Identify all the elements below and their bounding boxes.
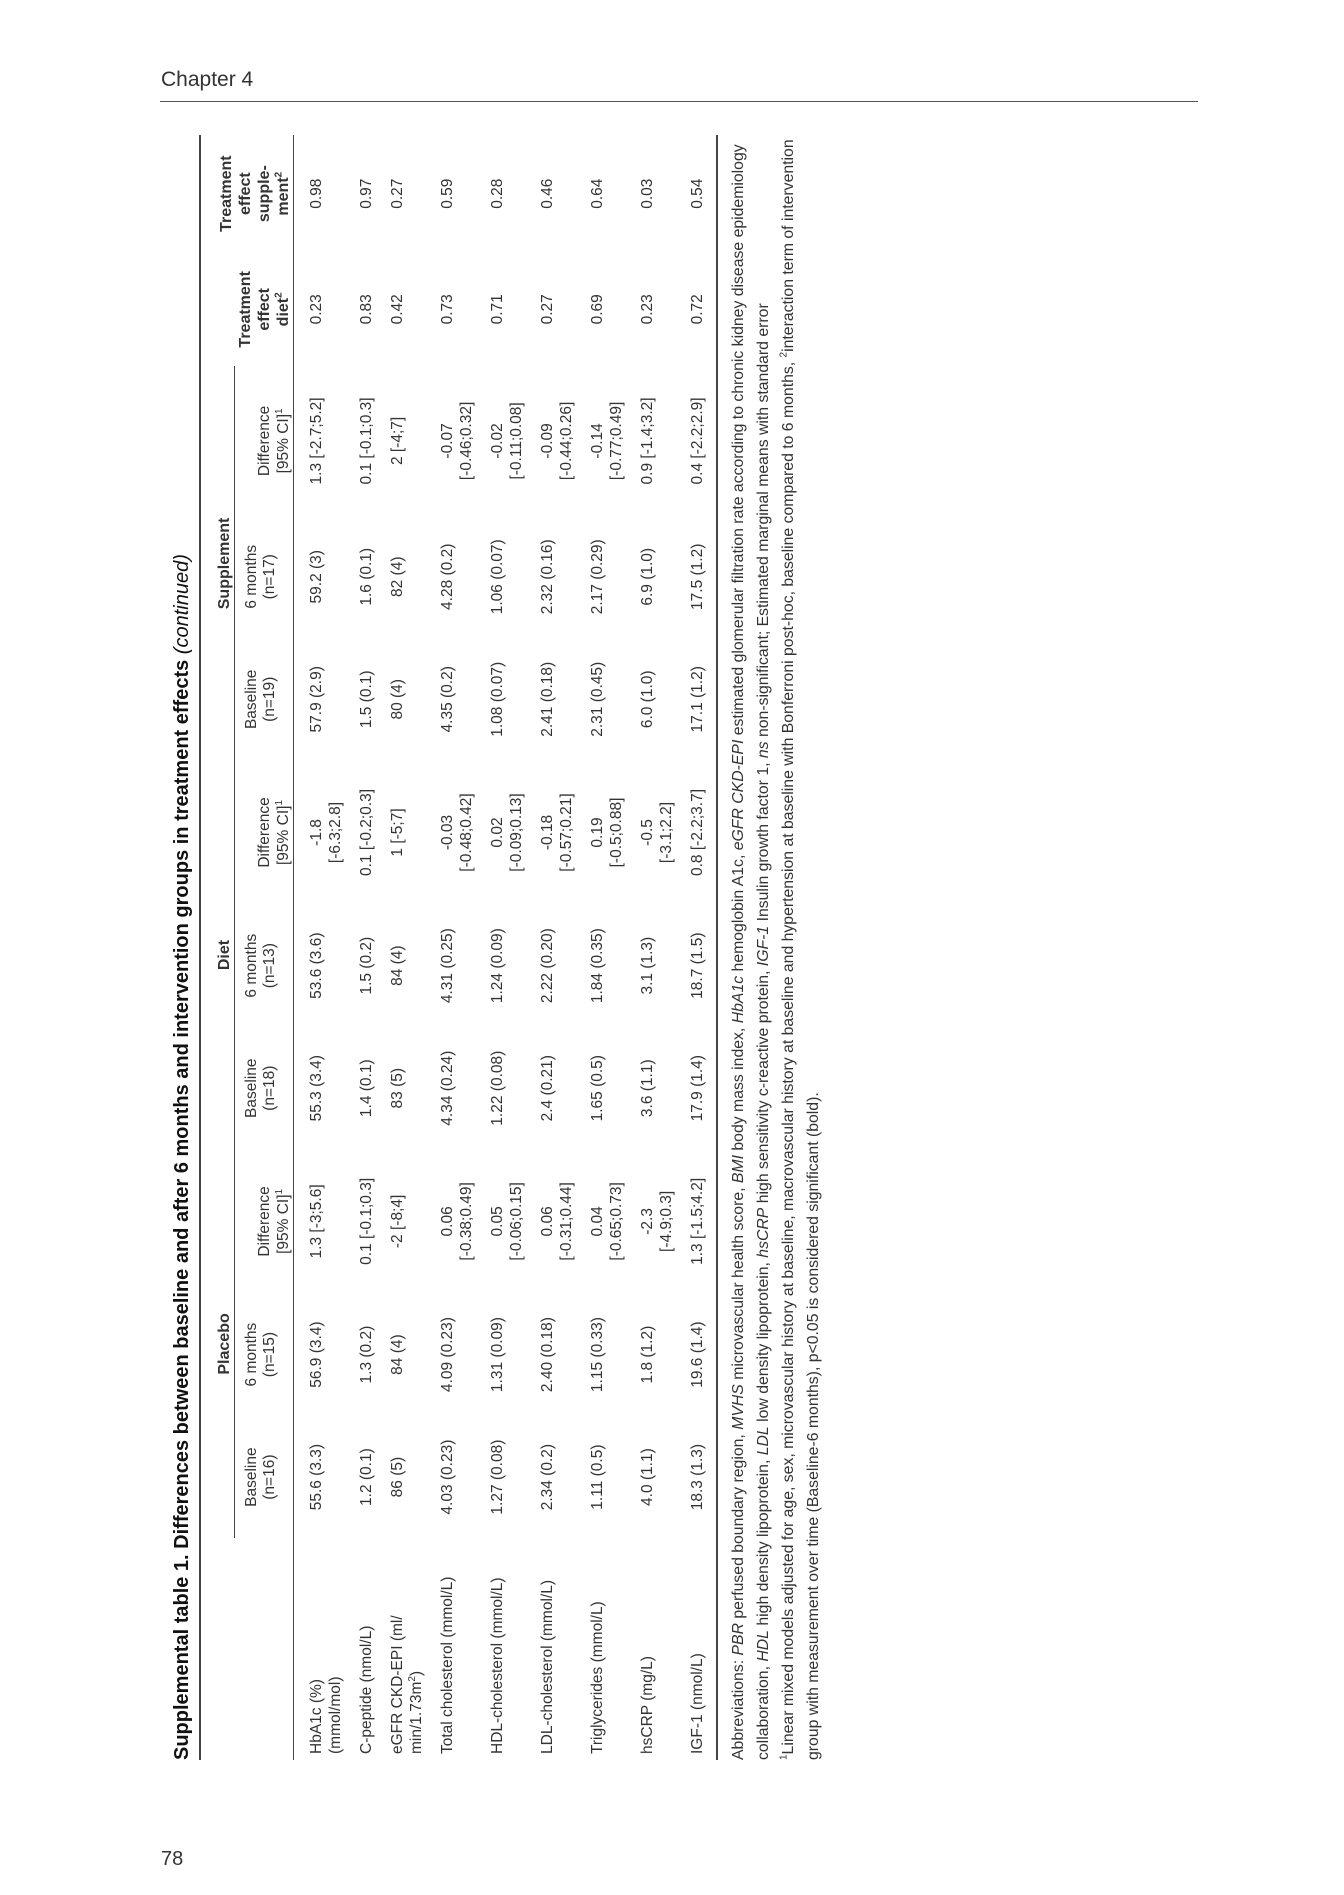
abbreviation-text: low density lipoprotein, xyxy=(755,1257,772,1427)
row-label-line1: Total cholesterol (mmol/L) xyxy=(439,1576,456,1754)
cell-ed: 0.27 xyxy=(539,294,556,325)
difference-estimate: 0.1 [-0.2;0.3] xyxy=(358,788,375,876)
diet-baseline-header: Baseline xyxy=(243,1058,260,1118)
cell-pb: 2.34 (0.2) xyxy=(539,1443,556,1511)
cell-ed: 0.42 xyxy=(389,294,406,325)
cell-s6: 82 (4) xyxy=(389,556,406,598)
corner-cell xyxy=(204,1538,235,1760)
cell-d6: 3.1 (1.3) xyxy=(639,936,656,995)
cell-d6: 1.84 (0.35) xyxy=(589,928,606,1004)
placebo-6m-header: 6 months xyxy=(243,1322,260,1387)
cell-ed: 0.23 xyxy=(308,294,325,325)
cell-db: 1.4 (0.1) xyxy=(358,1059,375,1118)
cell-es: 0.64 xyxy=(589,178,606,209)
cell-difference xyxy=(385,1149,435,1293)
diet-diff-sup: 1 xyxy=(273,799,285,806)
n-placebo-baseline: (n=16) xyxy=(261,1454,278,1500)
difference-estimate: 0.19 xyxy=(589,817,606,848)
cell-difference xyxy=(585,1149,635,1293)
difference-estimate: -1.8 xyxy=(308,819,325,846)
cell-difference xyxy=(485,761,535,905)
difference-ci: [-0.77;0.49] xyxy=(608,401,625,481)
table-notes xyxy=(726,135,826,1760)
footnote1-text: Linear mixed models adjusted for age, sex, microvascular history at baseline, macrovascular history at baseline and hypertension at baseline with Bonferroni post-hoc, baseline compared to 6 months, xyxy=(780,357,797,1755)
cell-ed: 0.72 xyxy=(689,294,706,325)
cell-p6: 19.6 (1.4) xyxy=(689,1321,706,1388)
group-supplement: Supplement xyxy=(204,366,235,760)
difference-estimate: -0.02 xyxy=(489,423,506,459)
cell-sb: 1.08 (0.07) xyxy=(489,661,506,737)
difference-ci: [-0.38;0.49] xyxy=(458,1182,475,1261)
row-label xyxy=(635,1538,685,1760)
cell-sb: 6.0 (1.0) xyxy=(639,670,656,729)
cell-es: 0.27 xyxy=(389,178,406,209)
cell-p6: 84 (4) xyxy=(389,1334,406,1375)
abbreviation-text: non-significant; Estimated marginal means with standard error xyxy=(755,303,772,742)
header-rule xyxy=(160,101,1198,102)
difference-ci: [-3.1;2.2] xyxy=(658,801,675,864)
abbreviation-term: hsCRP xyxy=(755,1207,772,1258)
effect-supp-line1: Treatment xyxy=(218,155,235,232)
cell-difference xyxy=(435,366,485,515)
row-label-line1: LDL-cholesterol (mmol/L) xyxy=(539,1580,556,1754)
cell-difference xyxy=(635,1149,685,1293)
cell-d6: 1.24 (0.09) xyxy=(489,928,506,1004)
table-title-continued: (continued) xyxy=(171,554,193,655)
supp-diff-sup: 1 xyxy=(273,408,285,414)
cell-p6: 1.3 (0.2) xyxy=(358,1325,375,1384)
difference-estimate: -0.03 xyxy=(439,814,456,851)
cell-pb: 4.03 (0.23) xyxy=(439,1439,456,1515)
abbreviation-term: ns xyxy=(755,741,772,759)
chapter-header: Chapter 4 xyxy=(161,68,254,91)
row-label-line1: IGF-1 (nmol/L) xyxy=(689,1653,706,1754)
supp-diff-line2: [95% CI] xyxy=(275,413,292,474)
cell-difference xyxy=(685,366,717,515)
cell-ed: 0.71 xyxy=(489,294,506,325)
abbreviation-text: body mass index, xyxy=(730,1023,747,1155)
difference-estimate: 1.3 [-1.5;4.2] xyxy=(689,1177,706,1265)
cell-s6: 2.17 (0.29) xyxy=(589,539,606,615)
abbreviation-term: BMI xyxy=(730,1155,747,1184)
header-effect-supplement xyxy=(204,135,294,252)
cell-es: 0.03 xyxy=(639,178,656,209)
cell-difference xyxy=(635,761,685,905)
difference-estimate: -2 [-8;4] xyxy=(389,1194,406,1249)
cell-db: 55.3 (3.4) xyxy=(308,1055,325,1122)
cell-pb: 1.2 (0.1) xyxy=(358,1448,375,1506)
supp-baseline-header: Baseline xyxy=(243,669,260,730)
cell-es: 0.46 xyxy=(539,178,556,209)
n-supp-baseline: (n=19) xyxy=(261,676,278,722)
diet-diff-header xyxy=(235,761,294,905)
cell-difference xyxy=(354,761,385,905)
n-placebo-6m: (n=15) xyxy=(261,1331,278,1378)
cell-p6: 4.09 (0.23) xyxy=(439,1317,456,1393)
cell-es: 0.59 xyxy=(439,178,456,209)
placebo-diff-header xyxy=(235,1149,294,1293)
cell-db: 1.65 (0.5) xyxy=(589,1055,606,1122)
difference-estimate: -0.14 xyxy=(589,423,606,459)
cell-pb: 18.3 (1.3) xyxy=(689,1443,706,1511)
cell-difference xyxy=(585,366,635,515)
table-row xyxy=(685,135,717,1760)
difference-estimate: 0.02 xyxy=(489,817,506,848)
cell-difference xyxy=(385,366,435,515)
cell-difference xyxy=(485,1149,535,1293)
effect-diet-line3: diet xyxy=(275,297,292,327)
effect-diet-sup: 2 xyxy=(273,292,285,298)
row-label xyxy=(385,1538,435,1760)
difference-estimate: 0.8 [-2.2;3.7] xyxy=(689,788,706,876)
difference-ci: [-0.31;0.44] xyxy=(558,1182,575,1261)
row-label-sup: 2 xyxy=(406,1676,418,1682)
cell-db: 83 (5) xyxy=(389,1067,406,1109)
cell-db: 3.6 (1.1) xyxy=(639,1059,656,1118)
placebo-diff-line2: [95% CI] xyxy=(275,1194,292,1254)
cell-sb: 2.41 (0.18) xyxy=(539,661,556,737)
cell-p6: 1.31 (0.09) xyxy=(489,1317,506,1393)
cell-d6: 84 (4) xyxy=(389,945,406,986)
cell-difference xyxy=(304,1149,354,1293)
table-row xyxy=(585,135,635,1760)
cell-pb: 1.11 (0.5) xyxy=(589,1444,606,1510)
abbreviation-text: Abbreviations: xyxy=(730,1655,747,1760)
footnote1-marker: 1 xyxy=(778,1754,790,1760)
cell-p6: 1.15 (0.33) xyxy=(589,1317,606,1393)
cell-difference xyxy=(635,366,685,515)
difference-ci: [-0.44;0.26] xyxy=(558,401,575,481)
difference-estimate: 0.4 [-2.2;2.9] xyxy=(689,397,706,485)
row-label-line2: min/1.73m xyxy=(408,1681,425,1754)
cell-ed: 0.69 xyxy=(589,294,606,325)
cell-difference xyxy=(685,1149,717,1293)
table-title xyxy=(170,135,194,1760)
cell-sb: 1.5 (0.1) xyxy=(358,670,375,729)
diet-diff-line2: [95% CI] xyxy=(275,805,292,865)
difference-estimate: 0.04 xyxy=(589,1206,606,1237)
row-label-line2: (mmol/mol) xyxy=(327,1676,344,1754)
cell-es: 0.97 xyxy=(358,178,375,209)
cell-pb: 86 (5) xyxy=(389,1456,406,1498)
row-label xyxy=(685,1538,717,1760)
row-label-line1: eGFR CKD-EPI (ml/ xyxy=(389,1615,406,1754)
difference-ci: [-0.57;0.21] xyxy=(558,793,575,872)
cell-difference xyxy=(354,366,385,515)
group-placebo: Placebo xyxy=(204,1149,235,1538)
cell-ed: 0.83 xyxy=(358,294,375,325)
difference-estimate: 0.05 xyxy=(489,1206,506,1237)
cell-difference xyxy=(354,1149,385,1293)
difference-estimate: 0.06 xyxy=(439,1206,456,1237)
cell-s6: 17.5 (1.2) xyxy=(689,543,706,610)
table-header xyxy=(200,135,304,1760)
difference-ci: [-0.65;0.73] xyxy=(608,1182,625,1261)
cell-s6: 4.28 (0.2) xyxy=(439,543,456,610)
table-body xyxy=(304,135,717,1760)
difference-estimate: -2.3 xyxy=(639,1208,656,1235)
difference-estimate: 0.1 [-0.1;0.3] xyxy=(358,397,375,485)
abbreviation-term: LDL xyxy=(755,1426,772,1456)
page-number: 78 xyxy=(161,1848,184,1870)
effect-supp-line4: ment xyxy=(275,177,292,216)
footnote2-text: interaction term of intervention group with measurement over time (Baseline-6 months), p<0.05 is considered significant (bold). xyxy=(780,139,822,1760)
abbreviation-text: high density lipoprotein, xyxy=(755,1455,772,1631)
cell-d6: 2.22 (0.20) xyxy=(539,928,556,1004)
cell-sb: 17.1 (1.2) xyxy=(689,666,706,733)
effect-diet-line2: effect xyxy=(256,287,273,331)
table-row xyxy=(435,135,485,1760)
placebo-diff-line1: Difference xyxy=(256,1186,273,1257)
cell-sb: 2.31 (0.45) xyxy=(589,661,606,737)
cell-pb: 55.6 (3.3) xyxy=(308,1443,325,1511)
abbreviation-text: microvascular health score, xyxy=(730,1183,747,1385)
abbreviation-text: hemoglobin A1c, xyxy=(730,850,747,976)
supp-diff-line1: Difference xyxy=(256,405,273,477)
abbreviation-text: estimated glomerular filtration rate according to chronic kidney disease epidemiology collaboration, xyxy=(730,144,772,1760)
table-row xyxy=(385,135,435,1760)
cell-difference xyxy=(685,761,717,905)
cell-db: 4.34 (0.24) xyxy=(439,1050,456,1126)
difference-ci: [-0.09;0.13] xyxy=(508,793,525,872)
row-label xyxy=(435,1538,485,1760)
abbreviation-term: HDL xyxy=(755,1630,772,1662)
cell-p6: 56.9 (3.4) xyxy=(308,1321,325,1388)
cell-difference xyxy=(485,366,535,515)
diet-diff-line1: Difference xyxy=(256,797,273,868)
cell-difference xyxy=(385,761,435,905)
footnotes xyxy=(776,135,826,1760)
abbreviation-term: PBR xyxy=(730,1623,747,1656)
row-label xyxy=(354,1538,385,1760)
n-diet-baseline: (n=18) xyxy=(261,1065,278,1111)
difference-estimate: -0.09 xyxy=(539,423,556,459)
cell-d6: 4.31 (0.25) xyxy=(439,928,456,1004)
rotated-table-block xyxy=(170,135,1060,1760)
difference-estimate: 0.1 [-0.1;0.3] xyxy=(358,1177,375,1265)
cell-es: 0.54 xyxy=(689,178,706,209)
difference-estimate: 1.3 [-3;5.6] xyxy=(308,1184,325,1259)
difference-estimate: 0.06 xyxy=(539,1206,556,1237)
table-row xyxy=(535,135,585,1760)
row-label-end: ) xyxy=(408,1670,425,1677)
cell-ed: 0.23 xyxy=(639,294,656,325)
row-label xyxy=(304,1538,354,1760)
cell-p6: 2.40 (0.18) xyxy=(539,1317,556,1393)
row-label xyxy=(535,1538,585,1760)
cell-s6: 2.32 (0.16) xyxy=(539,539,556,615)
abbreviation-text: perfused boundary region, xyxy=(730,1429,747,1624)
difference-estimate: -0.18 xyxy=(539,814,556,851)
n-diet-6m: (n=13) xyxy=(261,943,278,989)
difference-ci: [-4.9;0.3] xyxy=(658,1190,675,1252)
cell-s6: 59.2 (3) xyxy=(308,550,325,604)
cell-difference xyxy=(435,761,485,905)
difference-ci: [-0.5;0.88] xyxy=(608,797,625,868)
abbreviation-term: eGFR CKD-EPI xyxy=(730,739,747,851)
cell-es: 0.98 xyxy=(308,178,325,209)
row-label xyxy=(485,1538,535,1760)
cell-p6: 1.8 (1.2) xyxy=(639,1325,656,1384)
difference-ci: [-0.46;0.32] xyxy=(458,401,475,481)
cell-d6: 1.5 (0.2) xyxy=(358,936,375,995)
table-row xyxy=(485,135,535,1760)
cell-es: 0.28 xyxy=(489,178,506,209)
difference-estimate: -0.5 xyxy=(639,819,656,846)
results-table xyxy=(199,135,720,1760)
effect-supp-line3: supple- xyxy=(256,165,273,223)
group-diet: Diet xyxy=(204,761,235,1150)
cell-db: 17.9 (1.4) xyxy=(689,1055,706,1122)
cell-s6: 6.9 (1.0) xyxy=(639,547,656,606)
cell-difference xyxy=(304,366,354,515)
difference-ci: [-0.48;0.42] xyxy=(458,793,475,872)
cell-pb: 4.0 (1.1) xyxy=(639,1448,656,1506)
placebo-baseline-header: Baseline xyxy=(243,1447,260,1507)
table-row xyxy=(635,135,685,1760)
difference-estimate: 1.3 [-2.7;5.2] xyxy=(308,397,325,485)
cell-s6: 1.6 (0.1) xyxy=(358,547,375,606)
difference-ci: [-6.3;2.8] xyxy=(327,801,344,864)
cell-db: 1.22 (0.08) xyxy=(489,1050,506,1126)
cell-difference xyxy=(304,761,354,905)
row-label-line1: Triglycerides (mmol/L) xyxy=(589,1601,606,1754)
cell-d6: 18.7 (1.5) xyxy=(689,932,706,999)
difference-estimate: 1 [-5;7] xyxy=(389,808,406,857)
table-title-text: Supplemental table 1. Differences between baseline and after 6 months and intervention groups in treatment effects xyxy=(171,659,193,1760)
cell-d6: 53.6 (3.6) xyxy=(308,932,325,999)
row-label xyxy=(585,1538,635,1760)
row-label-line1: C-peptide (nmol/L) xyxy=(358,1625,375,1754)
row-label-line1: HbA1c (%) xyxy=(308,1679,325,1754)
header-effect-diet xyxy=(204,252,294,366)
difference-estimate: 2 [-4;7] xyxy=(389,416,406,466)
abbreviations-note xyxy=(726,135,776,1760)
footnote2-marker: 2 xyxy=(778,351,790,358)
difference-ci: [-0.11;0.08] xyxy=(508,402,525,480)
n-supp-6m: (n=17) xyxy=(261,554,278,600)
difference-ci: [-0.06;0.15] xyxy=(508,1182,525,1261)
difference-estimate: 0.9 [-1.4;3.2] xyxy=(639,397,656,485)
supp-diff-header xyxy=(235,366,294,515)
cell-difference xyxy=(435,1149,485,1293)
cell-db: 2.4 (0.21) xyxy=(539,1055,556,1122)
row-label-line1: HDL-cholesterol (mmol/L) xyxy=(489,1577,506,1754)
abbreviation-term: IGF-1 xyxy=(755,925,772,967)
cell-s6: 1.06 (0.07) xyxy=(489,539,506,615)
cell-pb: 1.27 (0.08) xyxy=(489,1439,506,1515)
placebo-diff-sup: 1 xyxy=(273,1188,285,1195)
table-row xyxy=(304,135,354,1760)
abbreviation-text: high sensitivity c-reactive protein, xyxy=(755,966,772,1208)
abbreviation-text: Insulin growth factor 1, xyxy=(755,758,772,926)
diet-6m-header: 6 months xyxy=(243,933,260,998)
difference-estimate: -0.07 xyxy=(439,423,456,459)
abbreviation-term: MVHS xyxy=(730,1384,747,1430)
supp-6m-header: 6 months xyxy=(243,544,260,609)
abbreviation-term: HbA1c xyxy=(730,975,747,1024)
cell-difference xyxy=(535,366,585,515)
effect-supp-line2: effect xyxy=(237,172,254,215)
cell-difference xyxy=(535,1149,585,1293)
cell-difference xyxy=(585,761,635,905)
row-label-line1: hsCRP (mg/L) xyxy=(639,1656,656,1754)
cell-ed: 0.73 xyxy=(439,294,456,325)
cell-sb: 80 (4) xyxy=(389,679,406,720)
cell-sb: 57.9 (2.9) xyxy=(308,666,325,733)
table-row xyxy=(354,135,385,1760)
cell-sb: 4.35 (0.2) xyxy=(439,666,456,733)
effect-supp-sup: 2 xyxy=(273,171,285,178)
cell-difference xyxy=(535,761,585,905)
effect-diet-line1: Treatment xyxy=(237,271,254,348)
